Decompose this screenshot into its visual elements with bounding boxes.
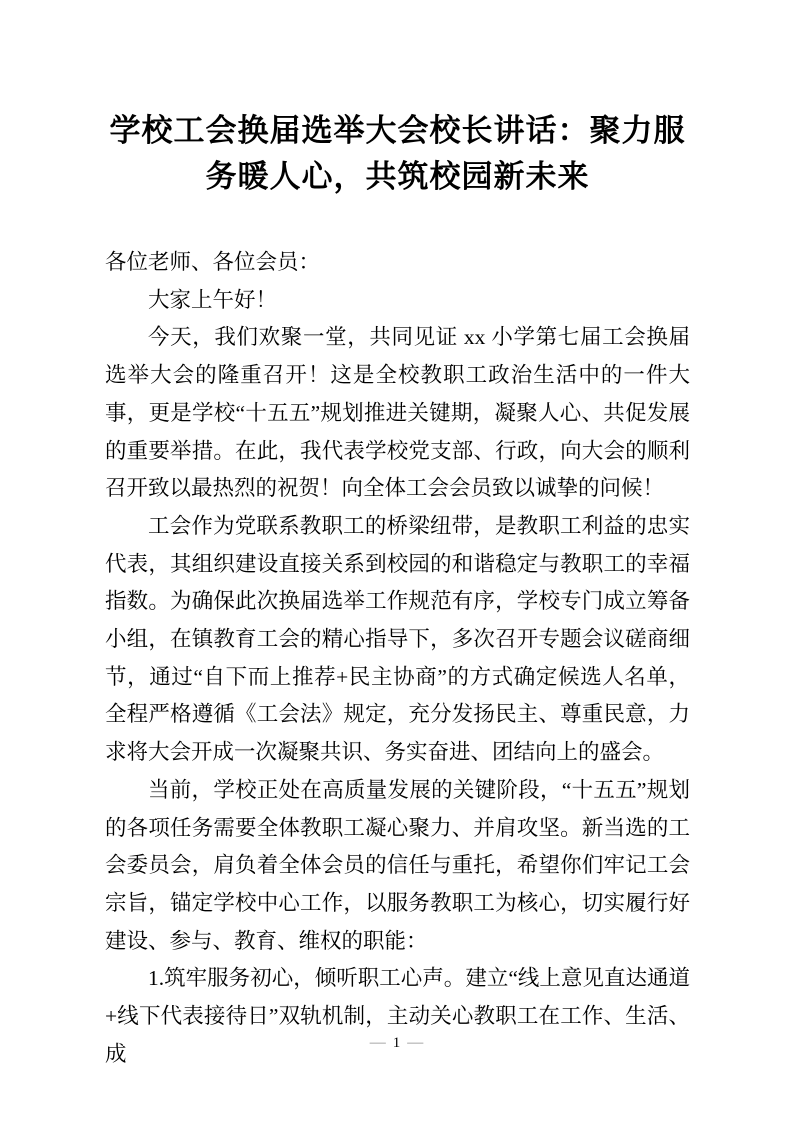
page-footer [0, 1033, 793, 1053]
paragraph-opening: 今天，我们欢聚一堂，共同见证 xx 小学第七届工会换届选举大会的隆重召开！这是全校教职工政治生活中的一件大事，更是学校“十五五”规划推进关键期，凝聚人心、共促发展的重要举措。在此，我代表学校党支部、行政，向大会的顺利召开致以最热烈的祝贺！向全体工会会员致以诚挚的问候！ [105, 325, 690, 501]
paragraph-numbered-item: 1.筑牢服务初心，倾听职工心声。建立“线上意见直达通道+线下代表接待日”双轨机制，主动关心教职工在工作、生活、成 [105, 966, 690, 1066]
page-number: 1 [392, 1035, 401, 1051]
document-title: 学校工会换届选举大会校长讲话：聚力服务暖人心，共筑校园新未来 [109, 113, 686, 194]
paragraph-body: 当前，学校正处在高质量发展的关键阶段，“十五五”规划的各项任务需要全体教职工凝心聚力、并肩攻坚。新当选的工会委员会，肩负着全体会员的信任与重托，希望你们牢记工会宗旨，锚定学校中心工作，以服务教职工为核心，切实履行好建设、参与、教育、维权的职能： [105, 777, 690, 953]
paragraph-body: 工会作为党联系教职工的桥梁纽带，是教职工利益的忠实代表，其组织建设直接关系到校园的和谐稳定与教职工的幸福指数。为确保此次换届选举工作规范有序，学校专门成立筹备小组，在镇教育工会的精心指导下，多次召开专题会议磋商细节，通过“自下而上推荐+民主协商”的方式确定候选人名单，全程严格遵循《工会法》规定，充分发扬民主、尊重民意，力求将大会开成一次凝聚共识、务实奋进、团结向上的盛会。 [105, 513, 690, 765]
footer-dash-left: — [369, 1034, 386, 1051]
footer-dash-right: — [407, 1034, 424, 1051]
document-body [105, 244, 690, 1073]
paragraph-salutation: 各位老师、各位会员： [105, 250, 321, 274]
paragraph-greeting: 大家上午好！ [148, 287, 278, 312]
